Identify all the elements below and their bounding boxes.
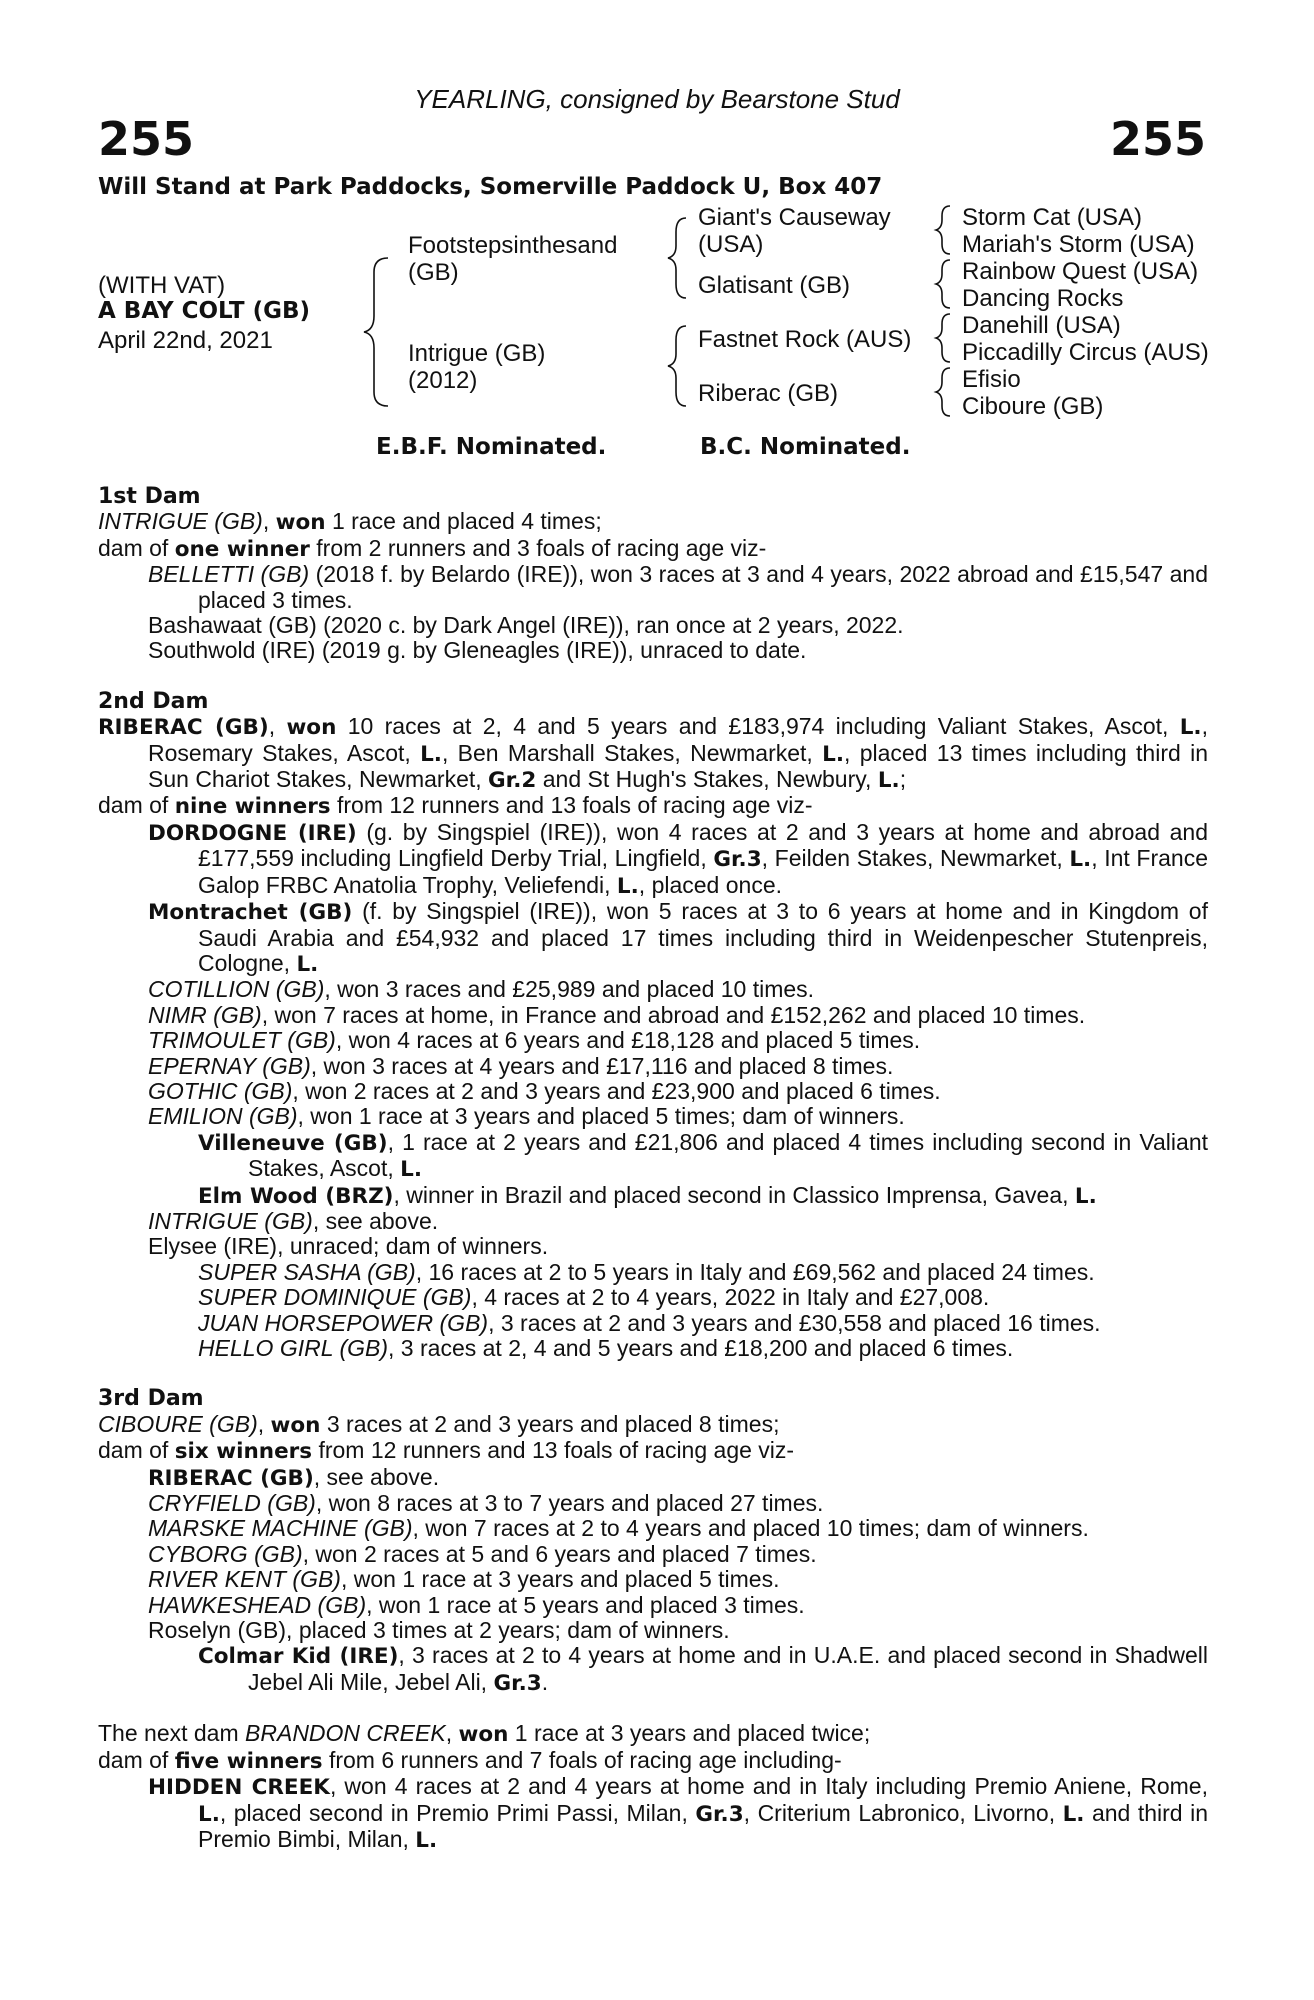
vat-note: (WITH VAT)	[98, 272, 226, 299]
produce-entry: COTILLION (GB), won 3 races and £25,989 and placed 10 times.	[148, 976, 815, 1003]
produce-entry: INTRIGUE (GB), see above.	[148, 1207, 439, 1234]
produce-entry: EMILION (GB), won 1 race at 3 years and placed 5 times; dam of winners.	[148, 1103, 905, 1130]
section-3rd-dam: 3rd Dam	[98, 1386, 204, 1412]
gen3-item: Dancing Rocks	[962, 285, 1124, 312]
produce-entry: Roselyn (GB), placed 3 times at 2 years; dam of winners.	[148, 1617, 730, 1644]
produce-entry: Southwold (IRE) (2019 g. by Gleneagles (IRE)), unraced to date.	[148, 637, 807, 664]
lot-number-right: 255	[1109, 112, 1206, 166]
sire-sire-country: (USA)	[698, 231, 764, 258]
dam-name: Intrigue (GB)	[408, 340, 546, 367]
produce-entry: RIVER KENT (GB), won 1 race at 3 years and placed 5 times.	[148, 1566, 780, 1593]
produce-entry: GOTHIC (GB), won 2 races at 2 and 3 years and £23,900 and placed 6 times.	[148, 1077, 941, 1104]
produce-entry: Montrachet (GB) (f. by Singspiel (IRE)), won 5 races at 3 to 6 years at home and in Kingdom of Saudi Arabia and £54,932 and placed 17 times including third in Weidenpescher Stutenpreis, Cologne, L.	[148, 898, 1208, 977]
produce-entry: HAWKESHEAD (GB), won 1 race at 5 years and placed 3 times.	[148, 1591, 805, 1618]
next-dam-produce-summary: dam of five winners from 6 runners and 7 foals of racing age including-	[98, 1746, 842, 1774]
grand-produce-entry: HELLO GIRL (GB), 3 races at 2, 4 and 5 years and £18,200 and placed 6 times.	[198, 1335, 1014, 1361]
dam3-line: CIBOURE (GB), won 3 races at 2 and 3 years and placed 8 times;	[98, 1410, 780, 1438]
lot-title: A BAY COLT (GB)	[98, 298, 311, 324]
produce-entry: MARSKE MACHINE (GB), won 7 races at 2 to 4 years and placed 10 times; dam of winners.	[148, 1515, 1089, 1542]
dam-dam: Riberac (GB)	[698, 380, 839, 407]
produce-entry: NIMR (GB), won 7 races at home, in France and abroad and £152,262 and placed 10 times.	[148, 1001, 1086, 1028]
gen3-item: Danehill (USA)	[962, 312, 1121, 339]
sire-name: Footstepsinthesand	[408, 232, 618, 259]
grand-produce-entry: Villeneuve (GB), 1 race at 2 years and £21,806 and placed 4 times including second in Valiant Stakes, Ascot, L.	[198, 1128, 1208, 1183]
gen3-item: Rainbow Quest (USA)	[962, 258, 1199, 285]
gen3-item: Piccadilly Circus (AUS)	[962, 339, 1209, 366]
sire-sire-name: Giant's Causeway	[698, 204, 891, 231]
dam-sire: Fastnet Rock (AUS)	[698, 326, 912, 353]
dam1-line: INTRIGUE (GB), won 1 race and placed 4 times;	[98, 508, 602, 536]
dam3-produce-summary: dam of six winners from 12 runners and 13 foals of racing age viz-	[98, 1437, 795, 1465]
dam2-produce-summary: dam of nine winners from 12 runners and 13 foals of racing age viz-	[98, 792, 813, 820]
lot-number-left: 255	[98, 112, 195, 166]
gen3-item: Ciboure (GB)	[962, 393, 1104, 420]
produce-entry: CRYFIELD (GB), won 8 races at 3 to 7 years and placed 27 times.	[148, 1490, 824, 1517]
produce-entry: DORDOGNE (IRE) (g. by Singspiel (IRE)), won 4 races at 2 and 3 years at home and abroad and £177,559 including Lingfield Derby Trial, Lingfield, Gr.3, Feilden Stakes, Newmarket, L., Int France Galop FRBC Anatolia Trophy, Veliefendi, L., placed once.	[148, 818, 1208, 899]
produce-entry: BELLETTI (GB) (2018 f. by Belardo (IRE)), won 3 races at 3 and 4 years, 2022 abroad and £15,547 and placed 3 times.	[148, 561, 1208, 613]
produce-entry: CYBORG (GB), won 2 races at 5 and 6 years and placed 7 times.	[148, 1540, 817, 1567]
dam2-line: RIBERAC (GB), won 10 races at 2, 4 and 5 years and £183,974 including Valiant Stakes, Ascot, L., Rosemary Stakes, Ascot, L., Ben Marshall Stakes, Newmarket, L., placed 13 times including third in Sun Chariot Stakes, Newmarket, Gr.2 and St Hugh's Stakes, Newbury, L.;	[98, 713, 1208, 794]
produce-entry: Elysee (IRE), unraced; dam of winners.	[148, 1233, 549, 1260]
gen3-item: Mariah's Storm (USA)	[962, 231, 1195, 258]
grand-produce-entry: JUAN HORSEPOWER (GB), 3 races at 2 and 3 years and £30,558 and placed 16 times.	[198, 1309, 1101, 1336]
stand-location: Will Stand at Park Paddocks, Somerville Paddock U, Box 407	[98, 174, 883, 200]
grand-produce-entry: Colmar Kid (IRE), 3 races at 2 to 4 years at home and in U.A.E. and placed second in Shadwell Jebel Ali Mile, Jebel Ali, Gr.3.	[198, 1642, 1208, 1696]
produce-entry: TRIMOULET (GB), won 4 races at 6 years and £18,128 and placed 5 times.	[148, 1027, 921, 1054]
produce-entry: Bashawaat (GB) (2020 c. by Dark Angel (IRE)), ran once at 2 years, 2022.	[148, 612, 904, 639]
catalogue-body	[98, 484, 1208, 1853]
next-dam-line: The next dam BRANDON CREEK, won 1 race at 3 years and placed twice;	[98, 1720, 871, 1748]
produce-entry: EPERNAY (GB), won 3 races at 4 years and £17,116 and placed 8 times.	[148, 1052, 894, 1079]
dam-year: (2012)	[408, 367, 478, 394]
section-2nd-dam: 2nd Dam	[98, 688, 209, 714]
sire-dam: Glatisant (GB)	[698, 272, 851, 299]
gen3-item: Efisio	[962, 366, 1021, 393]
grand-produce-entry: SUPER SASHA (GB), 16 races at 2 to 5 years in Italy and £69,562 and placed 24 times.	[198, 1258, 1095, 1285]
ebf-nomination: E.B.F. Nominated.	[376, 434, 607, 460]
foaled-date: April 22nd, 2021	[98, 327, 273, 354]
section-1st-dam: 1st Dam	[98, 484, 201, 509]
produce-entry: HIDDEN CREEK, won 4 races at 2 and 4 years at home and in Italy including Premio Aniene, Rome, L., placed second in Premio Primi Passi, Milan, Gr.3, Criterium Labronico, Livorno, L. and third in Premio Bimbi, Milan, L.	[148, 1773, 1208, 1853]
produce-entry: RIBERAC (GB), see above.	[148, 1463, 440, 1491]
dam1-produce-summary: dam of one winner from 2 runners and 3 foals of racing age viz-	[98, 534, 767, 562]
grand-produce-entry: SUPER DOMINIQUE (GB), 4 races at 2 to 4 years, 2022 in Italy and £27,008.	[198, 1284, 990, 1311]
consignment-line: YEARLING, consigned by Bearstone Stud	[414, 84, 900, 114]
grand-produce-entry: Elm Wood (BRZ), winner in Brazil and placed second in Classico Imprensa, Gavea, L.	[198, 1181, 1097, 1209]
bc-nomination: B.C. Nominated.	[700, 434, 911, 460]
sire-country: (GB)	[408, 259, 459, 286]
gen3-item: Storm Cat (USA)	[962, 204, 1143, 231]
